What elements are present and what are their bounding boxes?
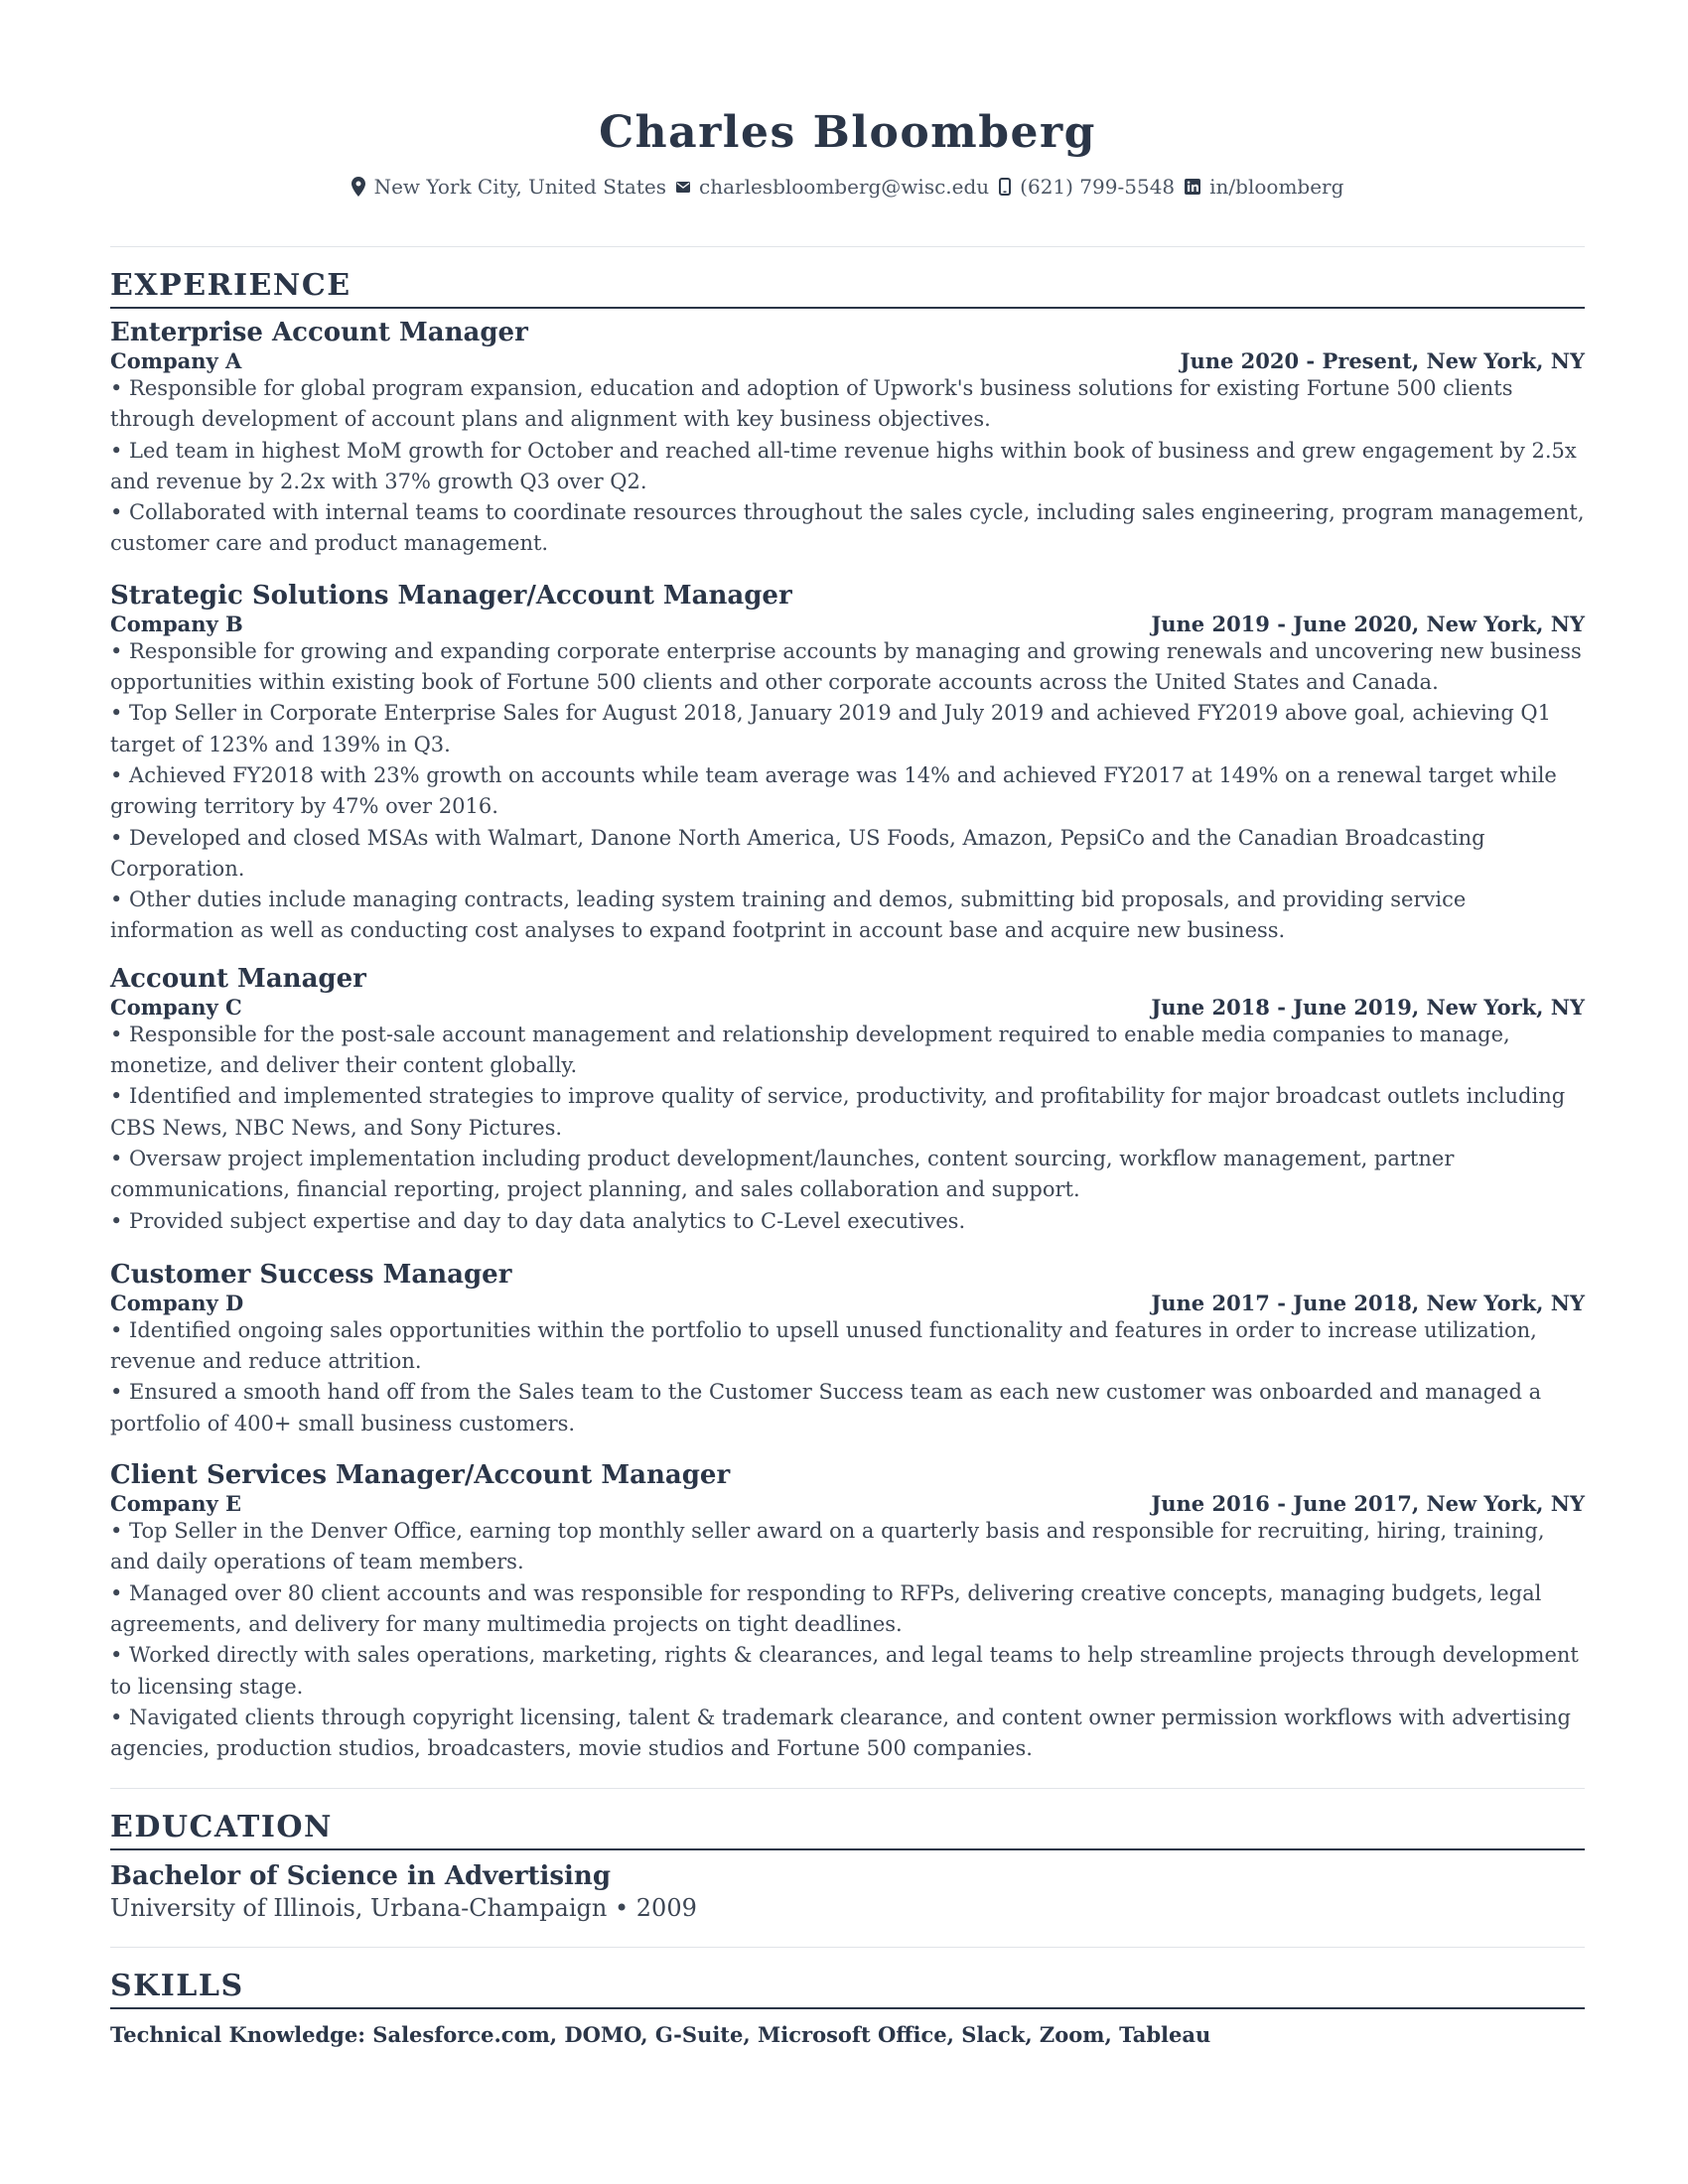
- contact-phone[interactable]: [999, 175, 1175, 199]
- candidate-name: Charles Bloomberg: [599, 107, 1096, 158]
- experience-heading: EXPERIENCE: [110, 267, 1585, 309]
- job-dates: June 2020 - Present, New York, NY: [1180, 348, 1585, 373]
- job-company: Company D: [110, 1290, 244, 1315]
- location-text: New York City, United States: [373, 175, 666, 199]
- job-dates: June 2018 - June 2019, New York, NY: [1151, 994, 1585, 1020]
- job-bullet: • Achieved FY2018 with 23% growth on accounts while team average was 14% and achieved FY2017 at 149% on a renewal target while growing territory by 47% over 2016.: [110, 762, 1557, 819]
- job-entry: [110, 317, 1585, 560]
- job-role: Strategic Solutions Manager/Account Manager: [110, 580, 792, 611]
- education-year: 2009: [635, 1894, 697, 1923]
- job-dates: June 2016 - June 2017, New York, NY: [1151, 1491, 1585, 1517]
- section-divider: [110, 1947, 1585, 1948]
- education-heading: EDUCATION: [110, 1809, 1585, 1850]
- job-bullets: [110, 636, 1585, 947]
- job-entry: [110, 1459, 1585, 1764]
- job-bullet: • Managed over 80 client accounts and was responsible for responding to RFPs, delivering creative concepts, managing budgets, legal agreements, and delivery for many multimedia projects on tight deadlines.: [110, 1580, 1542, 1636]
- education-degree: Bachelor of Science in Advertising: [110, 1861, 612, 1892]
- education-details: [110, 1893, 1585, 1923]
- skills-section: [110, 1947, 1585, 2049]
- job-bullet: • Identified ongoing sales opportunities within the portfolio to upsell unused functionality and features in order to increase utilization, revenue and reduce attrition.: [110, 1317, 1537, 1374]
- job-dates: June 2019 - June 2020, New York, NY: [1151, 611, 1585, 636]
- job-company: Company E: [110, 1491, 242, 1517]
- job-bullet: • Provided subject expertise and day to day data analytics to C-Level executives.: [110, 1208, 966, 1233]
- education-school: University of Illinois, Urbana-Champaign: [110, 1894, 608, 1923]
- experience-section: [110, 246, 1585, 1764]
- job-bullets: [110, 1516, 1585, 1764]
- job-entry: [110, 1259, 1585, 1439]
- education-separator: •: [614, 1894, 630, 1923]
- education-section: [110, 1788, 1585, 1923]
- job-bullet: • Oversaw project implementation including product development/launches, content sourcing, workflow management, partner communications, financial reporting, project planning, and sales collaboration and support.: [110, 1146, 1455, 1202]
- job-role: Enterprise Account Manager: [110, 318, 528, 347]
- job-role: Account Manager: [110, 963, 366, 994]
- job-bullet: • Collaborated with internal teams to coordinate resources throughout the sales cycle, including sales engineering, program management, customer care and product management.: [110, 500, 1585, 556]
- phone-icon: [999, 178, 1011, 196]
- contact-linkedin[interactable]: [1185, 175, 1343, 199]
- job-bullet: • Developed and closed MSAs with Walmart, Danone North America, US Foods, Amazon, PepsiCo and the Canadian Broadcasting Corporation.: [110, 825, 1485, 881]
- job-company: Company A: [110, 348, 242, 373]
- resume-header: [110, 105, 1585, 199]
- job-company: Company B: [110, 611, 243, 636]
- job-bullet: • Top Seller in Corporate Enterprise Sales for August 2018, January 2019 and July 2019 and achieved FY2019 above goal, achieving Q1 target of 123% and 139% in Q3.: [110, 701, 1552, 756]
- skills-list: Technical Knowledge: Salesforce.com, DOMO, G-Suite, Microsoft Office, Slack, Zoom, Tableau: [110, 2022, 1211, 2048]
- envelope-icon: [676, 182, 690, 193]
- job-meta: [110, 1491, 1585, 1516]
- contact-location: [352, 175, 666, 199]
- job-bullet: • Worked directly with sales operations, marketing, rights & clearances, and legal teams to help streamline projects through development to licensing stage.: [110, 1643, 1579, 1699]
- job-bullets: [110, 373, 1585, 560]
- job-bullet: • Led team in highest MoM growth for October and reached all-time revenue highs within book of business and grew engagement by 2.5x and revenue by 2.2x with 37% growth Q3 over Q2.: [110, 438, 1577, 493]
- linkedin-text[interactable]: in/bloomberg: [1209, 175, 1344, 199]
- job-entry: [110, 580, 1585, 947]
- job-bullet: • Top Seller in the Denver Office, earning top monthly seller award on a quarterly basis and responsible for recruiting, hiring, training, and daily operations of team members.: [110, 1519, 1545, 1574]
- job-bullet: • Responsible for growing and expanding corporate enterprise accounts by managing and growing renewals and uncovering new business opportunities within existing book of Fortune 500 clients and other corporate accounts across the United States and Canada.: [110, 638, 1582, 695]
- job-bullet: • Ensured a smooth hand off from the Sales team to the Customer Success team as each new customer was onboarded and managed a portfolio of 400+ small business customers.: [110, 1380, 1542, 1435]
- email-text[interactable]: charlesbloomberg@wisc.edu: [699, 175, 990, 199]
- linkedin-icon: [1185, 179, 1200, 195]
- contact-email[interactable]: [676, 175, 989, 199]
- location-pin-icon: [352, 177, 365, 197]
- job-bullet: • Responsible for global program expansion, education and adoption of Upwork's business solutions for existing Fortune 500 clients through development of account plans and alignment with key business objectives.: [110, 376, 1513, 432]
- contact-bar: [110, 175, 1585, 199]
- job-dates: June 2017 - June 2018, New York, NY: [1151, 1290, 1585, 1315]
- job-bullet: • Other duties include managing contracts, leading system training and demos, submitting bid proposals, and providing service information as well as conducting cost analyses to expand footprint in account base and acquire new business.: [110, 887, 1467, 943]
- job-company: Company C: [110, 994, 242, 1020]
- skills-heading: SKILLS: [110, 1968, 1585, 2009]
- job-entry: [110, 963, 1585, 1237]
- job-bullets: [110, 1315, 1585, 1439]
- job-bullet: • Responsible for the post-sale account management and relationship development required to enable media companies to manage, monetize, and deliver their content globally.: [110, 1022, 1510, 1078]
- job-role: Client Services Manager/Account Manager: [110, 1460, 731, 1491]
- section-divider: [110, 246, 1585, 247]
- job-meta: [110, 612, 1585, 636]
- job-role: Customer Success Manager: [110, 1259, 512, 1290]
- phone-text[interactable]: (621) 799-5548: [1020, 175, 1176, 199]
- job-meta: [110, 348, 1585, 373]
- job-bullet: • Navigated clients through copyright licensing, talent & trademark clearance, and content owner permission workflows with advertising agencies, production studios, broadcasters, movie studios and Fortune 500 companies.: [110, 1705, 1571, 1761]
- job-bullets: [110, 1020, 1585, 1237]
- section-divider: [110, 1788, 1585, 1789]
- job-bullet: • Identified and implemented strategies to improve quality of service, productivity, and profitability for major broadcast outlets including CBS News, NBC News, and Sony Pictures.: [110, 1084, 1566, 1140]
- job-meta: [110, 1291, 1585, 1315]
- resume-content: [110, 95, 1585, 2049]
- job-meta: [110, 995, 1585, 1020]
